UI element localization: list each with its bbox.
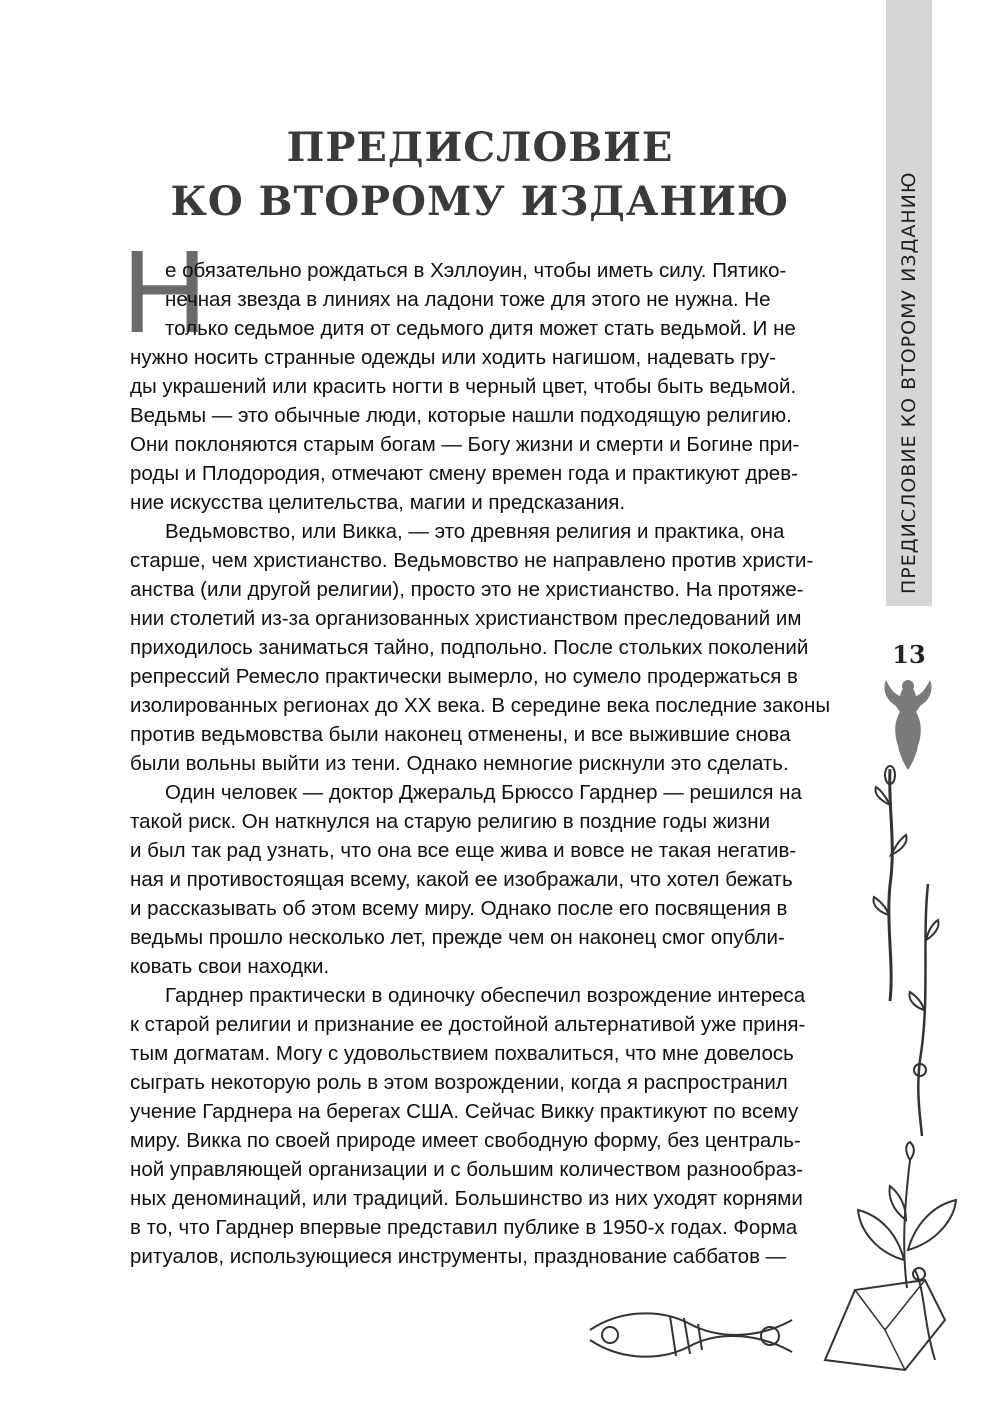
text-line: к старой религии и признание ее достойной альтернативой уже приня- (130, 1013, 806, 1036)
text-line: ной управляющей организации и с большим количеством разнообраз- (130, 1158, 804, 1181)
text-line: приходилось заниматься тайно, подпольно. После стольких поколений (130, 636, 809, 659)
text-line: е обязательно рождаться в Хэллоуин, чтобы иметь силу. Пятико- (165, 259, 787, 282)
herb-bundle-illustration-icon (580, 1290, 800, 1380)
chapter-heading-line-2: КО ВТОРОМУ ИЗДАНИЮ (170, 178, 790, 225)
text-line: были вольны выйти из тени. Однако немногие рискнули это сделать. (130, 752, 789, 775)
text-line: ная и противостоящая всему, какой ее изображали, что хотел бежать (130, 868, 793, 891)
text-line: и рассказывать об этом всему миру. Однако после его посвящения в (130, 897, 788, 920)
text-line: миру. Викка по своей природе имеет свободную форму, без централь- (130, 1129, 801, 1152)
text-line: Ведьмы — это обычные люди, которые нашли подходящую религию. (130, 404, 792, 427)
text-line: роды и Плодородия, отмечают смену времен года и практикуют древ- (130, 462, 798, 485)
chapter-heading-line-1: ПРЕДИСЛОВИЕ (286, 124, 674, 171)
text-line: нужно носить странные одежды или ходить нагишом, надевать гру- (130, 346, 777, 369)
goddess-figure-icon (872, 672, 944, 772)
twig-illustration-icon (900, 880, 950, 1140)
text-line: нии столетий из-за организованных христианством преследований им (130, 607, 802, 630)
text-line: ние искусства целительства, магии и предсказания. (130, 491, 626, 514)
text-line: Ведьмовство, или Викка, — это древняя религия и практика, она (165, 520, 785, 543)
text-line: ных деноминаций, или традиций. Большинство из них уходят корнями (130, 1187, 803, 1210)
text-line: ритуалов, использующиеся инструменты, празднование саббатов — (130, 1245, 787, 1268)
side-running-title: ПРЕДИСЛОВИЕ КО ВТОРОМУ ИЗДАНИЮ (898, 171, 920, 594)
text-line: репрессий Ремесло практически вымерло, но сумело продержаться в (130, 665, 798, 688)
text-line: ды украшений или красить ногти в черный цвет, чтобы быть ведьмой. (130, 375, 797, 398)
text-line: анства (или другой религии), просто это не христианство. На протяже- (130, 578, 804, 601)
text-line: только седьмое дитя от седьмого дитя может стать ведьмой. И не (165, 317, 796, 340)
text-line: против ведьмовства были наконец отменены, и все выжившие снова (130, 723, 791, 746)
text-line: Гарднер практически в одиночку обеспечил возрождение интереса (165, 984, 806, 1007)
page-number: 13 (892, 640, 926, 669)
text-line: и был так рад узнать, что она все еще жива и вовсе не такая негатив- (130, 839, 797, 862)
text-line: учение Гарднера на берегах США. Сейчас Викку практикуют по всему (130, 1100, 799, 1123)
drop-cap: Н (122, 226, 208, 358)
text-line: ведьмы прошло несколько лет, прежде чем он наконец смог опубли- (130, 926, 785, 949)
text-line: изолированных регионах до XX века. В середине века последние законы (130, 694, 831, 717)
text-line: Один человек — доктор Джеральд Брюссо Гарднер — решился на (165, 781, 802, 804)
text-line: старше, чем христианство. Ведьмовство не направлено против христи- (130, 549, 814, 572)
text-line: сыграть некоторую роль в этом возрождении, когда я распространил (130, 1071, 788, 1094)
text-line: нечная звезда в линиях на ладони тоже для этого не нужна. Не (165, 288, 771, 311)
crystal-and-sprig-illustration-icon (815, 1260, 965, 1380)
text-line: в то, что Гарднер впервые представил публике в 1950-х годах. Форма (130, 1216, 798, 1239)
text-line: ковать свои находки. (130, 955, 330, 978)
text-line: тым догматам. Могу с удовольствием похвалиться, что мне довелось (130, 1042, 794, 1065)
text-line: такой риск. Он наткнулся на старую религию в поздние годы жизни (130, 810, 771, 833)
text-line: Они поклоняются старым богам — Богу жизни и смерти и Богине при- (130, 433, 800, 456)
